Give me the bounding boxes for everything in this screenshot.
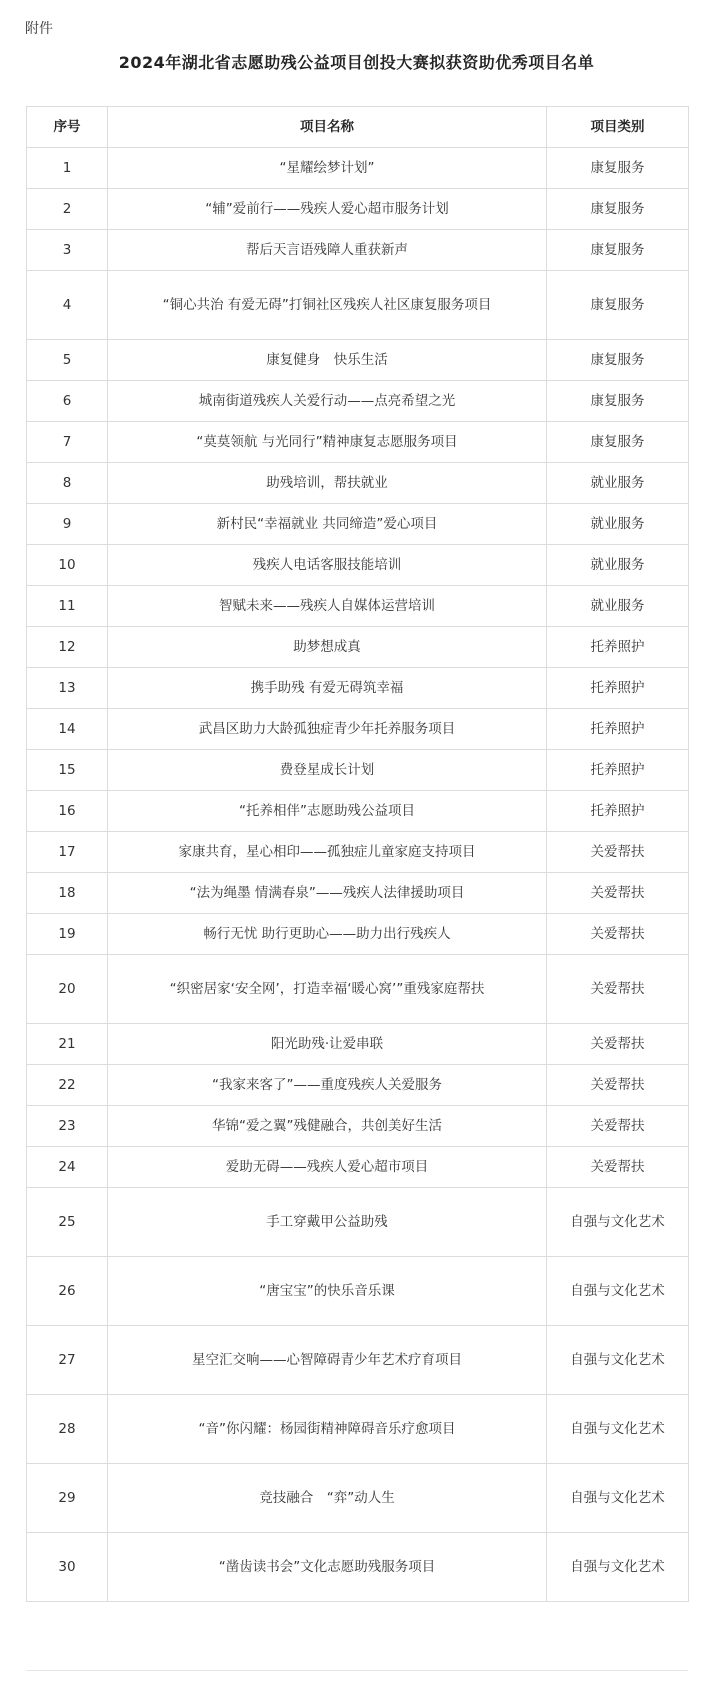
cell-category: 托养照护	[547, 750, 689, 791]
cell-number: 2	[27, 189, 108, 230]
cell-number: 12	[27, 627, 108, 668]
cell-project-name: 助梦想成真	[108, 627, 547, 668]
cell-number: 26	[27, 1257, 108, 1326]
table-row	[27, 750, 689, 791]
cell-project-name: 智赋未来——残疾人自媒体运营培训	[108, 586, 547, 627]
cell-category: 康复服务	[547, 148, 689, 189]
table-row	[27, 1533, 689, 1602]
cell-number: 5	[27, 340, 108, 381]
cell-project-name: 星空汇交响——心智障碍青少年艺术疗育项目	[108, 1326, 547, 1395]
cell-number: 11	[27, 586, 108, 627]
project-table	[26, 106, 689, 1602]
cell-project-name: 华锦“爱之翼”残健融合，共创美好生活	[108, 1106, 547, 1147]
cell-number: 29	[27, 1464, 108, 1533]
cell-number: 19	[27, 914, 108, 955]
table-row	[27, 381, 689, 422]
header-number: 序号	[27, 107, 108, 148]
cell-project-name: 残疾人电话客服技能培训	[108, 545, 547, 586]
cell-number: 13	[27, 668, 108, 709]
cell-category: 关爱帮扶	[547, 1024, 689, 1065]
cell-number: 16	[27, 791, 108, 832]
document-title: 2024年湖北省志愿助残公益项目创投大赛拟获资助优秀项目名单	[118, 53, 595, 72]
cell-project-name: “星耀绘梦计划”	[108, 148, 547, 189]
cell-project-name: “凿齿读书会”文化志愿助残服务项目	[108, 1533, 547, 1602]
cell-category: 托养照护	[547, 791, 689, 832]
cell-number: 8	[27, 463, 108, 504]
cell-project-name: “法为绳墨 情满春泉”——残疾人法律援助项目	[108, 873, 547, 914]
header-category: 项目类别	[547, 107, 689, 148]
cell-project-name: “莫莫领航 与光同行”精神康复志愿服务项目	[108, 422, 547, 463]
cell-project-name: “铜心共治 有爱无碍”打铜社区残疾人社区康复服务项目	[108, 271, 547, 340]
cell-category: 托养照护	[547, 668, 689, 709]
table-body	[27, 148, 689, 1602]
cell-number: 14	[27, 709, 108, 750]
table-row	[27, 955, 689, 1024]
table-row	[27, 1065, 689, 1106]
cell-project-name: 城南街道残疾人关爱行动——点亮希望之光	[108, 381, 547, 422]
cell-category: 康复服务	[547, 340, 689, 381]
table-row	[27, 1257, 689, 1326]
table-row	[27, 230, 689, 271]
table-row	[27, 1464, 689, 1533]
table-row	[27, 1188, 689, 1257]
cell-project-name: “辅”爱前行——残疾人爱心超市服务计划	[108, 189, 547, 230]
cell-number: 25	[27, 1188, 108, 1257]
cell-number: 27	[27, 1326, 108, 1395]
cell-category: 就业服务	[547, 504, 689, 545]
cell-project-name: 费登星成长计划	[108, 750, 547, 791]
cell-number: 6	[27, 381, 108, 422]
cell-category: 康复服务	[547, 230, 689, 271]
cell-category: 自强与文化艺术	[547, 1464, 689, 1533]
table-row	[27, 1147, 689, 1188]
cell-number: 20	[27, 955, 108, 1024]
cell-category: 就业服务	[547, 545, 689, 586]
attachment-label: 附件	[25, 21, 53, 37]
cell-category: 康复服务	[547, 271, 689, 340]
cell-project-name: “织密居家‘安全网’，打造幸福‘暖心窝’”重残家庭帮扶	[108, 955, 547, 1024]
cell-project-name: “托养相伴”志愿助残公益项目	[108, 791, 547, 832]
cell-number: 4	[27, 271, 108, 340]
cell-project-name: 竞技融合 “弈”动人生	[108, 1464, 547, 1533]
cell-category: 关爱帮扶	[547, 1106, 689, 1147]
table-row	[27, 1326, 689, 1395]
cell-category: 康复服务	[547, 422, 689, 463]
table-row	[27, 873, 689, 914]
table-row	[27, 1395, 689, 1464]
table-row	[27, 340, 689, 381]
bottom-divider	[26, 1670, 688, 1671]
cell-project-name: 携手助残 有爱无碍筑幸福	[108, 668, 547, 709]
cell-project-name: “音”你闪耀：杨园街精神障碍音乐疗愈项目	[108, 1395, 547, 1464]
cell-number: 21	[27, 1024, 108, 1065]
table-row	[27, 791, 689, 832]
cell-project-name: “唐宝宝”的快乐音乐课	[108, 1257, 547, 1326]
table-row	[27, 271, 689, 340]
cell-category: 就业服务	[547, 586, 689, 627]
cell-project-name: 武昌区助力大龄孤独症青少年托养服务项目	[108, 709, 547, 750]
cell-number: 15	[27, 750, 108, 791]
cell-category: 康复服务	[547, 381, 689, 422]
table-row	[27, 627, 689, 668]
cell-number: 28	[27, 1395, 108, 1464]
table-row	[27, 463, 689, 504]
cell-number: 7	[27, 422, 108, 463]
cell-category: 托养照护	[547, 627, 689, 668]
cell-project-name: 康复健身 快乐生活	[108, 340, 547, 381]
cell-number: 30	[27, 1533, 108, 1602]
cell-number: 3	[27, 230, 108, 271]
cell-category: 自强与文化艺术	[547, 1395, 689, 1464]
cell-category: 自强与文化艺术	[547, 1533, 689, 1602]
cell-category: 关爱帮扶	[547, 1147, 689, 1188]
cell-project-name: 家康共育，星心相印——孤独症儿童家庭支持项目	[108, 832, 547, 873]
table-row	[27, 189, 689, 230]
header-project-name: 项目名称	[108, 107, 547, 148]
cell-category: 关爱帮扶	[547, 873, 689, 914]
cell-category: 关爱帮扶	[547, 1065, 689, 1106]
cell-category: 关爱帮扶	[547, 955, 689, 1024]
table-row	[27, 422, 689, 463]
table-row	[27, 148, 689, 189]
cell-number: 10	[27, 545, 108, 586]
table-row	[27, 914, 689, 955]
cell-category: 自强与文化艺术	[547, 1188, 689, 1257]
cell-category: 自强与文化艺术	[547, 1257, 689, 1326]
table-row	[27, 1024, 689, 1065]
table-row	[27, 586, 689, 627]
cell-project-name: 爱助无碍——残疾人爱心超市项目	[108, 1147, 547, 1188]
table-row	[27, 504, 689, 545]
table-row	[27, 1106, 689, 1147]
cell-project-name: “我家来客了”——重度残疾人关爱服务	[108, 1065, 547, 1106]
cell-number: 23	[27, 1106, 108, 1147]
table-row	[27, 668, 689, 709]
cell-project-name: 阳光助残·让爱串联	[108, 1024, 547, 1065]
table-row	[27, 545, 689, 586]
table-row	[27, 709, 689, 750]
cell-project-name: 手工穿戴甲公益助残	[108, 1188, 547, 1257]
cell-number: 1	[27, 148, 108, 189]
cell-number: 24	[27, 1147, 108, 1188]
cell-category: 自强与文化艺术	[547, 1326, 689, 1395]
cell-category: 就业服务	[547, 463, 689, 504]
table-header-row	[27, 107, 689, 148]
table-row	[27, 832, 689, 873]
cell-number: 22	[27, 1065, 108, 1106]
cell-project-name: 畅行无忧 助行更助心——助力出行残疾人	[108, 914, 547, 955]
cell-category: 康复服务	[547, 189, 689, 230]
cell-category: 托养照护	[547, 709, 689, 750]
cell-number: 17	[27, 832, 108, 873]
cell-project-name: 助残培训，帮扶就业	[108, 463, 547, 504]
cell-category: 关爱帮扶	[547, 914, 689, 955]
cell-project-name: 新村民“幸福就业 共同缔造”爱心项目	[108, 504, 547, 545]
cell-number: 18	[27, 873, 108, 914]
cell-number: 9	[27, 504, 108, 545]
cell-category: 关爱帮扶	[547, 832, 689, 873]
cell-project-name: 帮后天言语残障人重获新声	[108, 230, 547, 271]
